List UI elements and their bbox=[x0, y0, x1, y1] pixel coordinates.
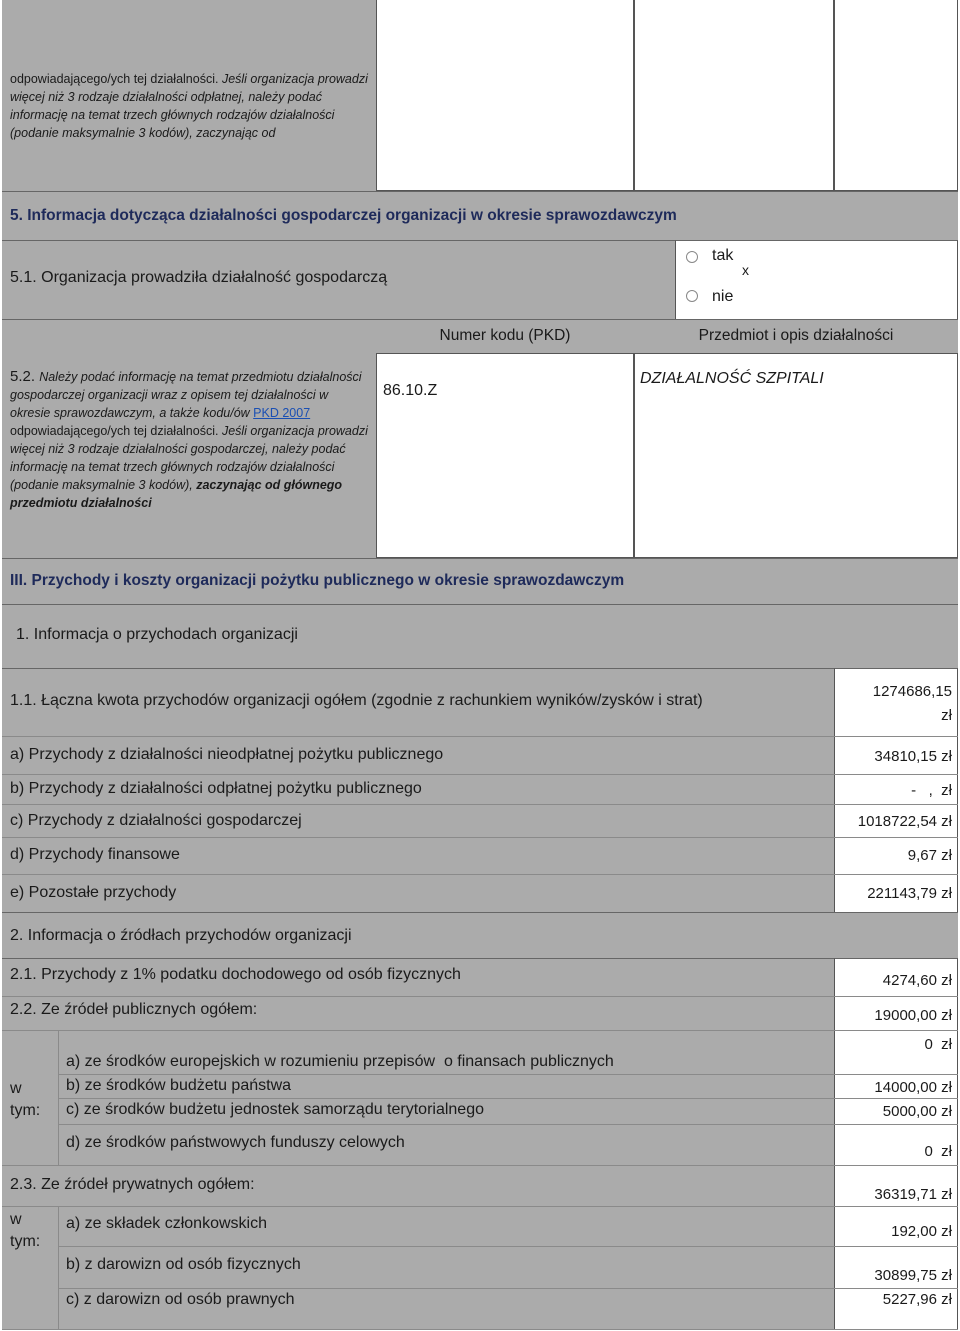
radio-tak-mark: x bbox=[742, 262, 749, 278]
pub-a-value: 0 zł bbox=[924, 1036, 952, 1053]
priv-a-label: a) ze składek członkowskich bbox=[66, 1215, 267, 1232]
q51-label: 5.1. Organizacja prowadziła działalność gospodarczą bbox=[10, 269, 388, 286]
priv-c-label: c) z darowizn od osób prawnych bbox=[66, 1291, 295, 1308]
radio-nie[interactable] bbox=[686, 290, 698, 302]
pkd-header: Numer kodu (PKD) bbox=[439, 327, 571, 344]
top-opis-cell-1 bbox=[634, 0, 834, 191]
r11-value-2: zł bbox=[941, 707, 952, 724]
radio-nie-label: nie bbox=[712, 288, 734, 305]
pub-c-label: c) ze środków budżetu jednostek samorządu terytorialnego bbox=[66, 1101, 484, 1118]
w-tym-1: w tym: bbox=[10, 1080, 41, 1119]
opis-header: Przedmiot i opis działalności bbox=[698, 327, 894, 344]
top-pkd-cell bbox=[376, 0, 634, 191]
opis-value: DZIAŁALNOŚĆ SZPITALI bbox=[640, 370, 824, 387]
r11-value-1: 1274686,15 bbox=[872, 683, 952, 700]
r21-label: 2.1. Przychody z 1% podatku dochodowego od osób fizycznych bbox=[10, 966, 461, 983]
section5-title: 5. Informacja dotycząca działalności gospodarczej organizacji w okresie sprawozdawczym bbox=[10, 207, 677, 224]
rows1-b-value: - , zł bbox=[911, 782, 952, 799]
q52-text: 5.2. Należy podać informację na temat przedmiotu działalności gospodarczej organizacji wraz z opisem tej działalności w okresie sprawozdawczym, a także kodu/ów PKD 2007 odpowiadającego/ych tej działalności. Jeśli organizacja prowadzi więcej niż 3 rodzaje działalności gospodarczej, należy podać informację na temat trzech głównych rodzajów działalności (podanie maksymalnie 3 kodów), zaczynając od głównego przedmiotu działalności bbox=[10, 368, 368, 510]
rows1-c-value: 1018722,54 zł bbox=[857, 813, 952, 830]
radio-tak[interactable] bbox=[686, 251, 698, 263]
w-tym-2: w tym: bbox=[10, 1211, 41, 1250]
rows1-a-value: 34810,15 zł bbox=[874, 748, 952, 765]
sub2-title: 2. Informacja o źródłach przychodów organizacji bbox=[10, 927, 352, 944]
priv-c-value: 5227,96 zł bbox=[882, 1291, 952, 1308]
sub1-title: 1. Informacja o przychodach organizacji bbox=[16, 626, 298, 643]
top-description-text: odpowiadającego/ych tej działalności. Jeśli organizacja prowadzi więcej niż 3 rodzaje działalności odpłatnej, należy podać informację na temat trzech głównych rodzajów działalności (podanie maksymalnie 3 kodów), zaczynając od bbox=[10, 72, 368, 140]
pub-a-label: a) ze środków europejskich w rozumieniu przepisów o finansach publicznych bbox=[66, 1053, 614, 1070]
rows1-d-label: d) Przychody finansowe bbox=[10, 846, 180, 863]
r23-value: 36319,71 zł bbox=[874, 1186, 952, 1203]
r23-label: 2.3. Ze źródeł prywatnych ogółem: bbox=[10, 1176, 255, 1193]
priv-b-value: 30899,75 zł bbox=[874, 1267, 952, 1284]
pub-b-label: b) ze środków budżetu państwa bbox=[66, 1077, 292, 1094]
pub-b-value: 14000,00 zł bbox=[874, 1079, 952, 1096]
r22-value: 19000,00 zł bbox=[874, 1007, 952, 1024]
pub-d-value: 0 zł bbox=[924, 1143, 952, 1160]
top-opis-cell-2 bbox=[834, 0, 958, 191]
rows1-c-label: c) Przychody z działalności gospodarczej bbox=[10, 812, 302, 829]
pub-d-label: d) ze środków państwowych funduszy celowych bbox=[66, 1134, 405, 1151]
r21-value: 4274,60 zł bbox=[882, 972, 952, 989]
rows1-a-label: a) Przychody z działalności nieodpłatnej pożytku publicznego bbox=[10, 746, 444, 763]
radio-tak-label: tak bbox=[712, 247, 734, 264]
rows1-e-label: e) Pozostałe przychody bbox=[10, 884, 177, 901]
rows1-b-label: b) Przychody z działalności odpłatnej pożytku publicznego bbox=[10, 780, 422, 797]
pub-c-value: 5000,00 zł bbox=[882, 1103, 952, 1120]
pkd-2007-link[interactable]: PKD 2007 bbox=[253, 406, 311, 420]
rows1-e-value: 221143,79 zł bbox=[867, 885, 952, 902]
r22-label: 2.2. Ze źródeł publicznych ogółem: bbox=[10, 1001, 258, 1018]
r11-label: 1.1. Łączna kwota przychodów organizacji ogółem (zgodnie z rachunkiem wyników/zysków i strat) bbox=[10, 692, 703, 709]
priv-b-label: b) z darowizn od osób fizycznych bbox=[66, 1256, 301, 1273]
rows1-d-value: 9,67 zł bbox=[907, 847, 952, 864]
priv-a-value: 192,00 zł bbox=[891, 1223, 952, 1240]
section3-title: III. Przychody i koszty organizacji pożytku publicznego w okresie sprawozdawczym bbox=[10, 572, 625, 589]
pkd-value: 86.10.Z bbox=[383, 382, 438, 399]
